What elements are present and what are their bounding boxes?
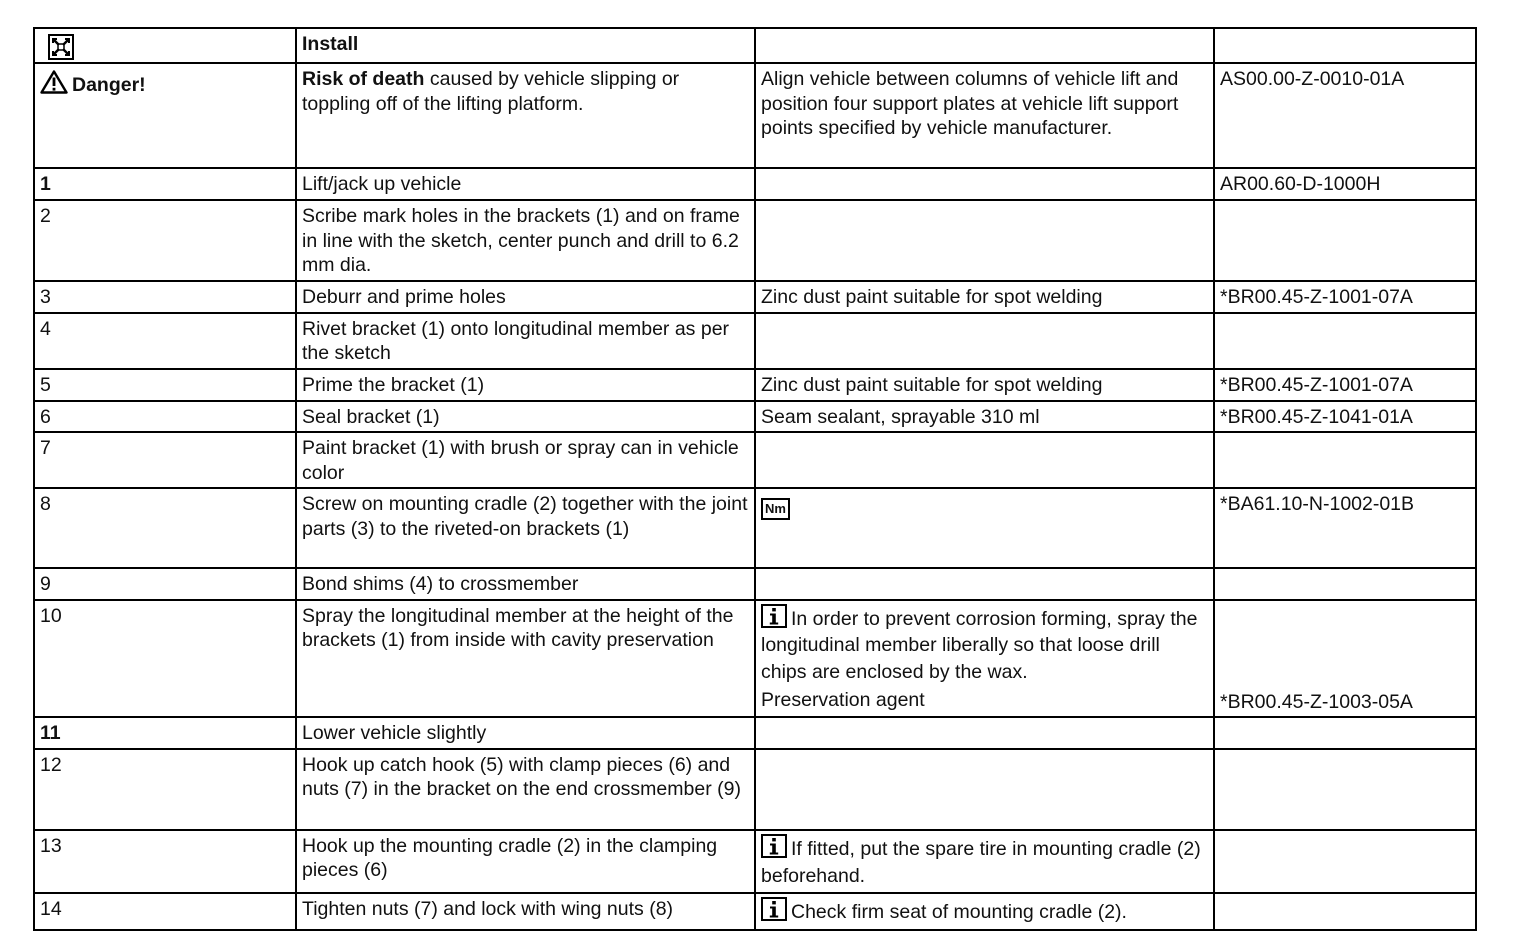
danger-row — [34, 63, 1476, 168]
danger-risk-text: caused by vehicle slipping or toppling off of the lifting platform. — [302, 68, 680, 115]
step-number: 2 — [34, 200, 296, 281]
step-text: Lift/jack up vehicle — [296, 168, 755, 200]
step-ref — [1214, 830, 1476, 893]
danger-label: Danger! — [72, 74, 146, 96]
table-row — [34, 369, 1476, 401]
step-note — [755, 568, 1214, 600]
danger-risk-cell — [296, 63, 755, 168]
step-note — [755, 488, 1214, 568]
step-text: Paint bracket (1) with brush or spray can in vehicle color — [296, 432, 755, 488]
step-ref: *BR00.45-Z-1041-01A — [1214, 401, 1476, 433]
step-number: 5 — [34, 369, 296, 401]
danger-cell — [34, 63, 296, 168]
danger-risk-bold: Risk of death — [302, 68, 425, 90]
step-text: Seal bracket (1) — [296, 401, 755, 433]
header-empty-4 — [1214, 28, 1476, 63]
step-number: 7 — [34, 432, 296, 488]
step-ref — [1214, 893, 1476, 930]
info-text: In order to prevent corrosion forming, spray the longitudinal member liberally so that loose drill chips are enclosed by the wax. — [761, 607, 1198, 683]
step-note-cell — [755, 830, 1214, 893]
step-ref: *BA61.10-N-1002-01B — [1214, 488, 1476, 568]
step-number: 13 — [34, 830, 296, 893]
info-icon — [761, 834, 787, 858]
table-row — [34, 281, 1476, 313]
header-icon-cell — [34, 28, 296, 63]
table-row — [34, 168, 1476, 200]
step-note: Zinc dust paint suitable for spot welding — [755, 369, 1214, 401]
table-row — [34, 401, 1476, 433]
step-text: Tighten nuts (7) and lock with wing nuts (8) — [296, 893, 755, 930]
info-text: Check firm seat of mounting cradle (2). — [791, 900, 1127, 923]
step-text: Deburr and prime holes — [296, 281, 755, 313]
danger-ref: AS00.00-Z-0010-01A — [1214, 63, 1476, 168]
step-number: 6 — [34, 401, 296, 433]
step-text: Rivet bracket (1) onto longitudinal member as per the sketch — [296, 313, 755, 369]
step-ref — [1214, 717, 1476, 749]
step-number: 1 — [34, 168, 296, 200]
step-number: 9 — [34, 568, 296, 600]
table-row — [34, 432, 1476, 488]
warning-triangle-icon — [40, 70, 68, 94]
step-ref: *BR00.45-Z-1003-05A — [1220, 691, 1413, 713]
step-note — [755, 749, 1214, 830]
step-ref — [1214, 749, 1476, 830]
step-ref — [1214, 432, 1476, 488]
table-row — [34, 200, 1476, 281]
step-ref-cell — [1214, 600, 1476, 717]
torque-icon: Nm — [761, 498, 790, 520]
procedure-sheet — [33, 27, 1475, 931]
danger-action: Align vehicle between columns of vehicle lift and position four support plates at vehicle lift support points specified by vehicle manufacturer. — [755, 63, 1214, 168]
step-text: Spray the longitudinal member at the height of the brackets (1) from inside with cavity preservation — [296, 600, 755, 717]
step-text: Hook up catch hook (5) with clamp pieces (6) and nuts (7) in the bracket on the end crossmember (9) — [296, 749, 755, 830]
step-ref — [1214, 200, 1476, 281]
step-number: 8 — [34, 488, 296, 568]
step-number: 3 — [34, 281, 296, 313]
step-note — [755, 432, 1214, 488]
table-row — [34, 600, 1476, 717]
special-tool-icon — [48, 34, 74, 60]
header-row — [34, 28, 1476, 63]
step-note — [755, 168, 1214, 200]
step-ref — [1214, 568, 1476, 600]
table-row — [34, 893, 1476, 930]
table-row — [34, 568, 1476, 600]
step-text: Prime the bracket (1) — [296, 369, 755, 401]
step-note: Zinc dust paint suitable for spot welding — [755, 281, 1214, 313]
table-row — [34, 717, 1476, 749]
header-empty-3 — [755, 28, 1214, 63]
step-text: Bond shims (4) to crossmember — [296, 568, 755, 600]
step-ref: *BR00.45-Z-1001-07A — [1214, 369, 1476, 401]
step-number: 11 — [34, 717, 296, 749]
header-title: Install — [296, 28, 755, 63]
step-number: 4 — [34, 313, 296, 369]
info-note — [761, 604, 1208, 686]
step-ref: *BR00.45-Z-1001-07A — [1214, 281, 1476, 313]
step-number: 14 — [34, 893, 296, 930]
info-icon — [761, 897, 787, 921]
step-ref — [1214, 313, 1476, 369]
step-number: 10 — [34, 600, 296, 717]
info-icon — [761, 604, 787, 628]
table-row — [34, 488, 1476, 568]
step-text: Scribe mark holes in the brackets (1) and on frame in line with the sketch, center punch and drill to 6.2 mm dia. — [296, 200, 755, 281]
procedure-table — [33, 27, 1477, 931]
step-ref: AR00.60-D-1000H — [1214, 168, 1476, 200]
step-note-cell — [755, 893, 1214, 930]
step-note — [755, 717, 1214, 749]
step-note — [755, 313, 1214, 369]
step-number: 12 — [34, 749, 296, 830]
table-row — [34, 830, 1476, 893]
step-text: Lower vehicle slightly — [296, 717, 755, 749]
step-note-cell — [755, 600, 1214, 717]
step-text: Screw on mounting cradle (2) together with the joint parts (3) to the riveted-on brackets (1) — [296, 488, 755, 568]
table-row — [34, 749, 1476, 830]
step-text: Hook up the mounting cradle (2) in the clamping pieces (6) — [296, 830, 755, 893]
step-note — [755, 200, 1214, 281]
step-note: Preservation agent — [761, 689, 925, 711]
table-row — [34, 313, 1476, 369]
step-note: Seam sealant, sprayable 310 ml — [755, 401, 1214, 433]
info-text: If fitted, put the spare tire in mounting cradle (2) beforehand. — [761, 837, 1201, 887]
